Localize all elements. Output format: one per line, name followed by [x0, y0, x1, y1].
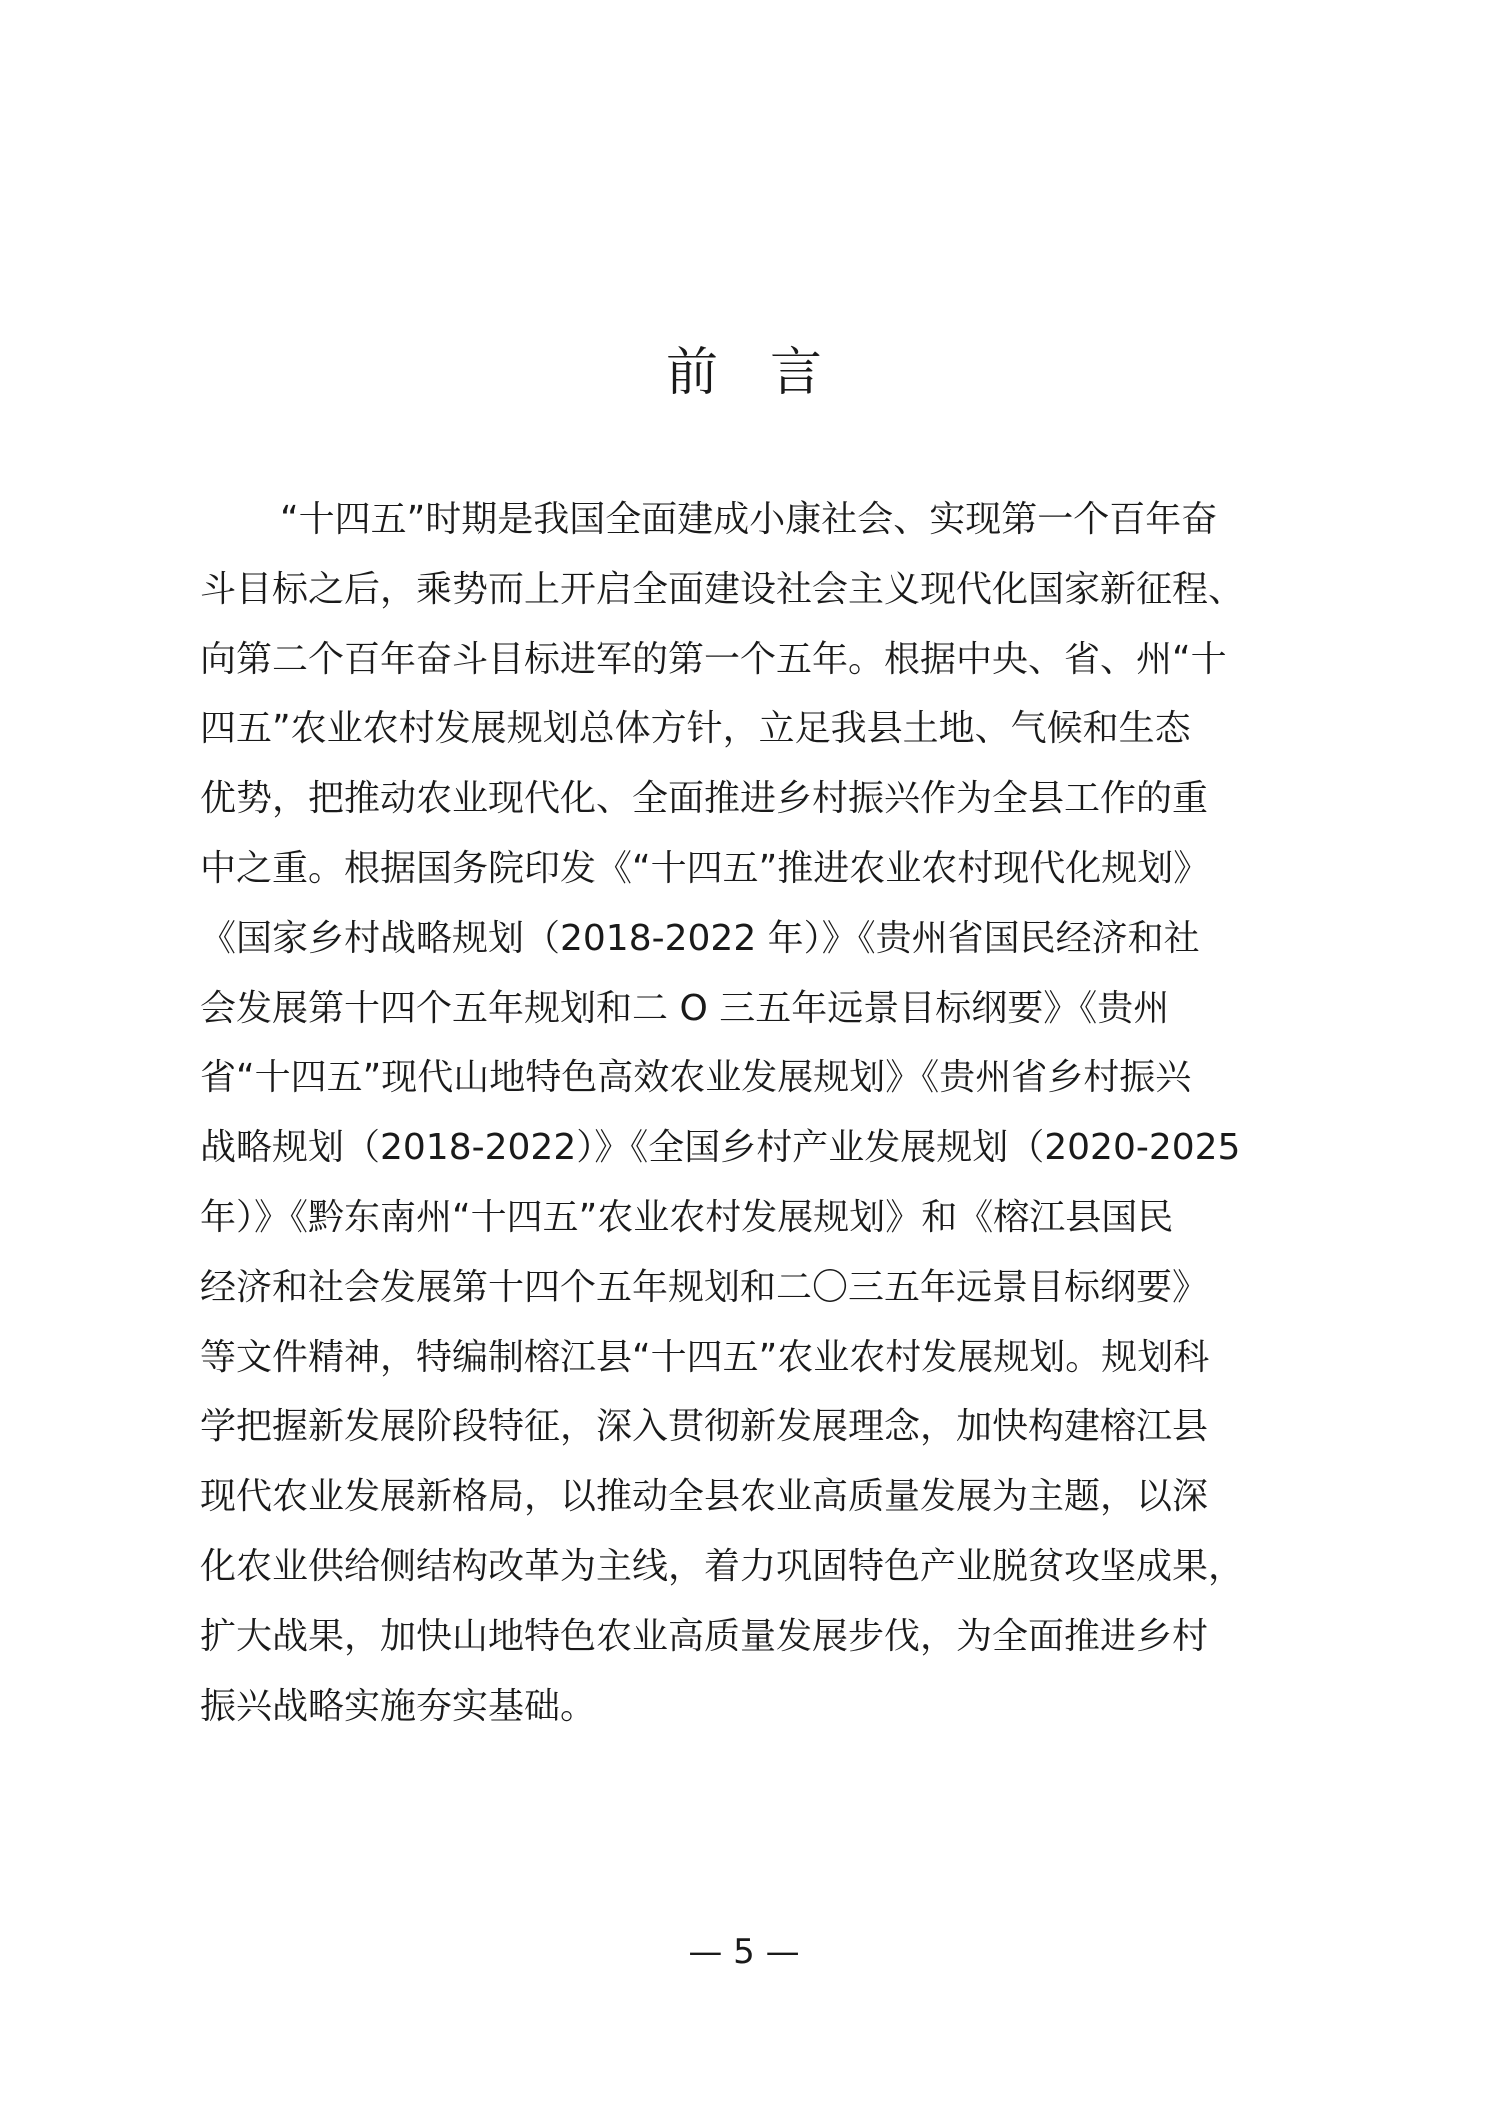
- paragraph-line: 扩大战果，加快山地特色农业高质量发展步伐，为全面推进乡村: [200, 1615, 1209, 1657]
- paragraph-line: “十四五”时期是我国全面建成小康社会、实现第一个百年奋: [280, 499, 1218, 540]
- paragraph-line: 年）》《黔东南州“十四五”农业农村发展规划》和《榕江县国民: [200, 1196, 1174, 1238]
- preface-paragraph: [200, 485, 1310, 1741]
- paragraph-line: 会发展第十四个五年规划和二 O 三五年远景目标纲要》《贵州: [200, 987, 1170, 1029]
- paragraph-line: 经济和社会发展第十四个五年规划和二〇三五年远景目标纲要》: [200, 1266, 1209, 1308]
- page-number: — 5 —: [688, 1932, 800, 1972]
- paragraph-line: 化农业供给侧结构改革为主线，着力巩固特色产业脱贫攻坚成果，: [200, 1545, 1245, 1587]
- paragraph-line: 《国家乡村战略规划（2018-2022 年）》《贵州省国民经济和社: [200, 917, 1200, 959]
- paragraph-line: 中之重。根据国务院印发《“十四五”推进农业农村现代化规划》: [200, 847, 1210, 889]
- paragraph-line: 优势，把推动农业现代化、全面推进乡村振兴作为全县工作的重: [200, 778, 1209, 820]
- paragraph-line: 省“十四五”现代山地特色高效农业发展规划》《贵州省乡村振兴: [200, 1057, 1192, 1099]
- page-title: 前 言: [665, 343, 822, 403]
- paragraph-line: 等文件精神，特编制榕江县“十四五”农业农村发展规划。规划科: [200, 1336, 1210, 1378]
- paragraph-line: 向第二个百年奋斗目标进军的第一个五年。根据中央、省、州“十: [200, 638, 1227, 680]
- paragraph-line: 四五”农业农村发展规划总体方针，立足我县土地、气候和生态: [200, 708, 1191, 750]
- paragraph-line: 现代农业发展新格局，以推动全县农业高质量发展为主题，以深: [200, 1476, 1209, 1518]
- paragraph-line: 战略规划（2018-2022）》《全国乡村产业发展规划（2020-2025: [200, 1127, 1241, 1169]
- paragraph-line: 斗目标之后，乘势而上开启全面建设社会主义现代化国家新征程、: [200, 568, 1245, 610]
- paragraph-line: 振兴战略实施夯实基础。: [200, 1685, 597, 1727]
- paragraph-line: 学把握新发展阶段特征，深入贯彻新发展理念，加快构建榕江县: [200, 1406, 1209, 1448]
